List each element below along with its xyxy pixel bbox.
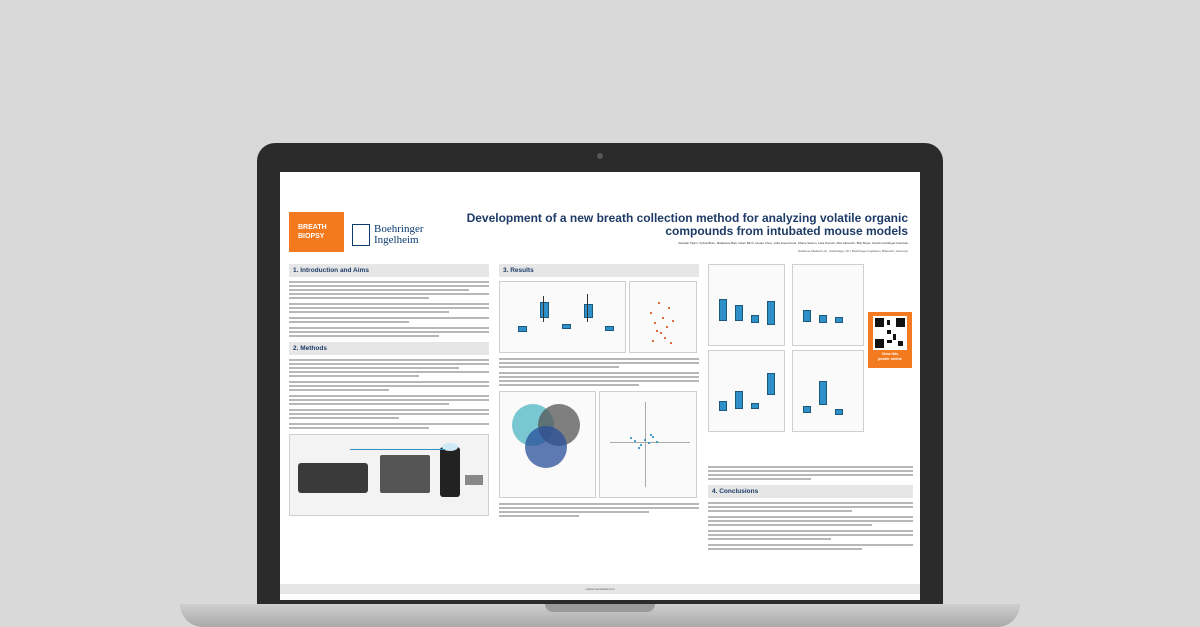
boxplot-small-1 [708, 264, 785, 346]
boxplot-small-2 [792, 264, 864, 346]
column-right [708, 264, 913, 555]
camera-icon [597, 153, 603, 159]
boxplot-figure [499, 281, 626, 353]
section-intro-heading: 1. Introduction and Aims [289, 264, 489, 277]
qr-label-line-2: poster online [878, 357, 902, 361]
section-methods-heading: 2. Methods [289, 342, 489, 355]
title-line-2: compounds from intubated mouse models [665, 224, 908, 238]
methods-apparatus-figure [289, 434, 489, 516]
boxplot-small-4 [792, 350, 864, 432]
logo-line-1: BREATH [298, 224, 327, 231]
scatter-figure [629, 281, 697, 353]
results-figures-row-1 [499, 281, 699, 356]
section-conclusions-heading: 4. Conclusions [708, 485, 913, 498]
column-left [289, 264, 489, 516]
results-text-1 [499, 358, 699, 386]
results-text-3 [708, 466, 913, 480]
poster-screen [280, 172, 920, 600]
qr-code-icon [873, 316, 907, 350]
breath-biopsy-logo [289, 212, 344, 252]
footer-url: owlstonemedical.com [585, 587, 615, 591]
boehringer-mark-icon [352, 224, 370, 246]
poster-footer [280, 584, 920, 594]
venn-figure [499, 391, 596, 498]
qr-label-line-1: View this [881, 352, 899, 356]
conclusions-text [708, 502, 913, 550]
poster-header [280, 172, 920, 262]
poster-authors: Alasdair Taylor, Sylvia Blum, Madeleine Ball, Owen Birch, Hsuan Chou, Julia Greenwood, Shane Swann, Lara Pocock, Max Allsworth, Billy Boyle, Karolin Geißinger-Kaschke [678, 241, 908, 245]
poster-affiliation: Owlstone Medical Ltd., Cambridge, UK / Boehringer Ingelheim, Biberach, Germany [797, 249, 908, 253]
results-figures-row-2 [499, 391, 699, 501]
title-line-1: Development of a new breath collection method for analyzing volatile organic [466, 211, 908, 225]
qr-code-panel[interactable] [868, 312, 912, 368]
ratio-scatter-figure [599, 391, 697, 498]
methods-text [289, 359, 489, 429]
bi-line-2: Ingelheim [374, 234, 419, 246]
poster-title [410, 212, 908, 238]
column-middle [499, 264, 699, 522]
laptop-notch [545, 604, 655, 612]
boxplot-small-3 [708, 350, 785, 432]
laptop-base [180, 604, 1020, 627]
bi-line-1: Boehringer [374, 223, 424, 235]
intro-text [289, 281, 489, 337]
logo-line-2: BIOPSY [298, 233, 325, 240]
results-text-2 [499, 503, 699, 517]
section-results-heading: 3. Results [499, 264, 699, 277]
